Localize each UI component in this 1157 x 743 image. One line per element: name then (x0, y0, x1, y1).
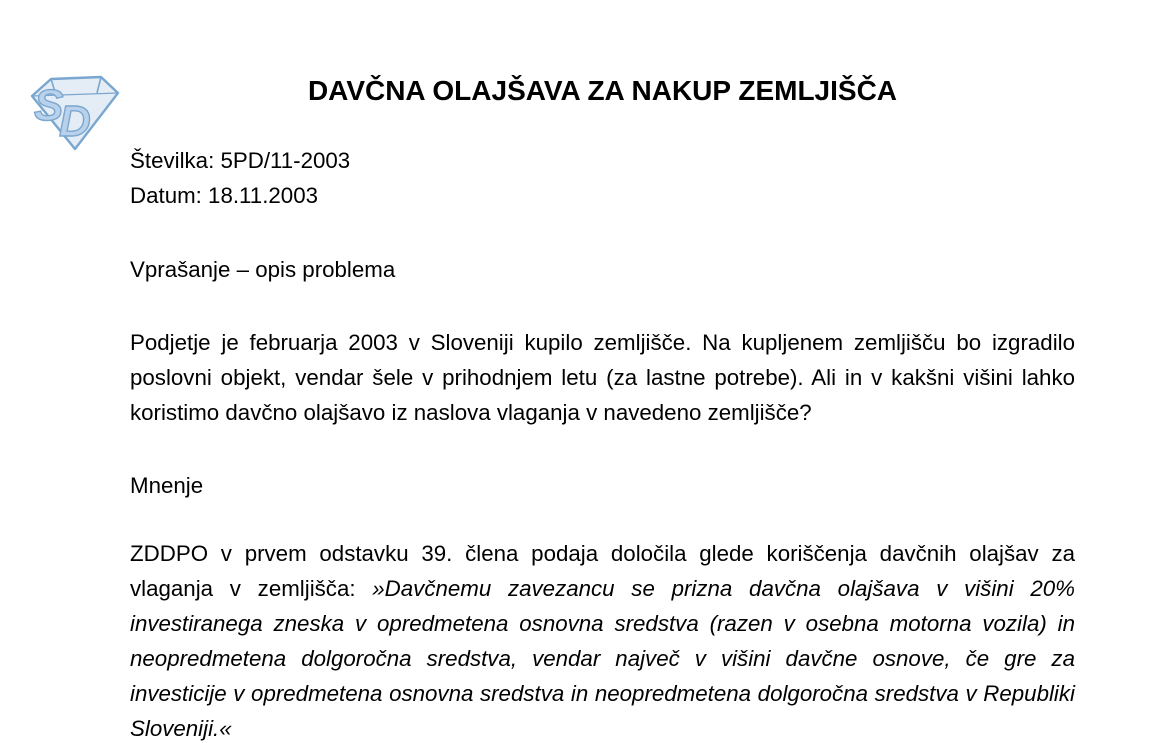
opinion-paragraph (130, 536, 1075, 743)
sd-diamond-logo (27, 72, 122, 152)
document-meta (130, 143, 1075, 213)
document-date: Datum: 18.11.2003 (130, 183, 318, 208)
document-content (130, 0, 1075, 743)
question-paragraph: Podjetje je februarja 2003 v Sloveniji kupilo zemljišče. Na kupljenem zemljišču bo izgradilo poslovni objekt, vendar šele v prihodnjem letu (za lastne potrebe). Ali in v kakšni višini lahko koristimo davčno olajšavo iz naslova vlaganja v navedeno zemljišče? (130, 330, 1075, 425)
document-number: Številka: 5PD/11-2003 (130, 148, 351, 173)
opinion-section-heading: Mnenje (130, 473, 204, 498)
logo-letter-s: S (34, 81, 64, 130)
document-title: DAVČNA OLAJŠAVA ZA NAKUP ZEMLJIŠČA (307, 75, 898, 106)
legal-quote-text: »Davčnemu zavezancu se prizna davčna olajšava v višini 20% investiranega zneska v opredmetena osnovna sredstva (razen v osebna motorna vozila) in neopredmetena dolgoročna sredstva, vendar največ v višini davčne osnove, če gre za investicije v opredmetena osnovna sredstva in neopredmetena dolgoročna sredstva v Republiki Sloveniji.« (130, 576, 1075, 741)
opinion-intro-text: ZDDPO v prvem odstavku 39. člena podaja določila glede koriščenja davčnih olajšav za vlaganja v zemljišča: (130, 541, 1075, 601)
logo-letter-d: D (59, 97, 91, 146)
question-section-heading: Vprašanje – opis problema (130, 257, 396, 282)
